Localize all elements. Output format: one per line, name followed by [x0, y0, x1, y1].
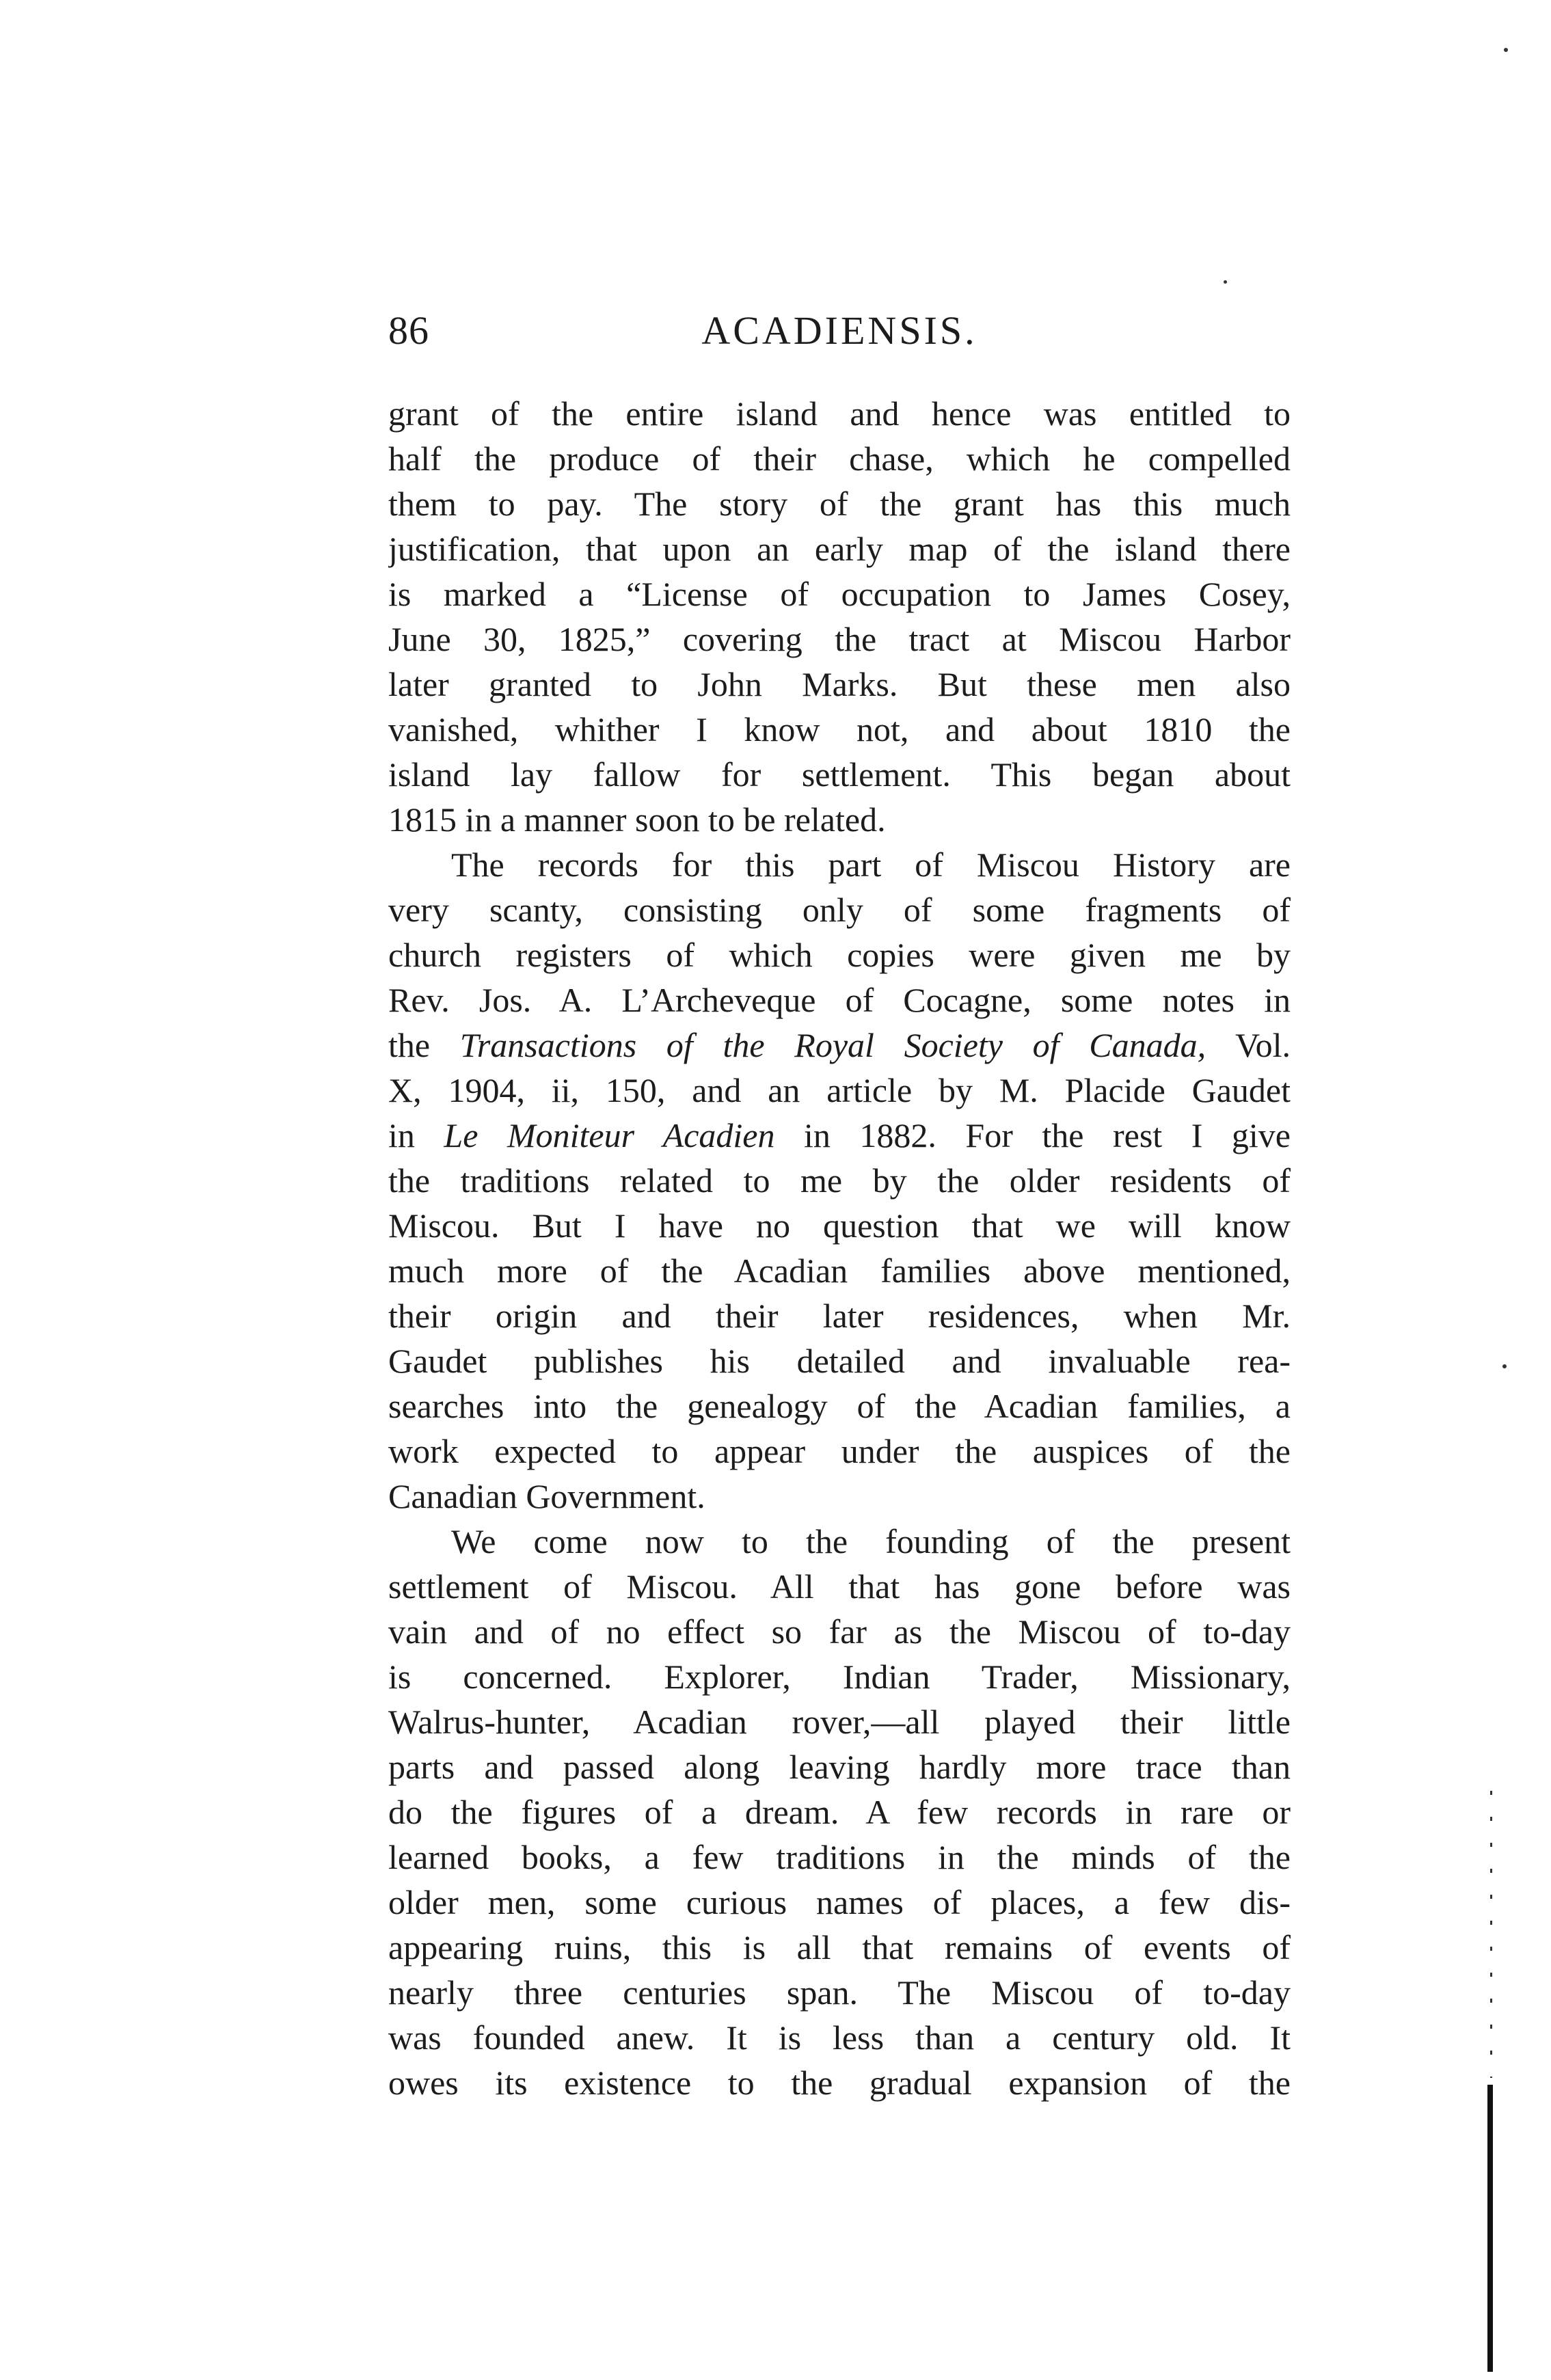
text-line: the traditions related to me by the older residents of — [388, 1161, 1291, 1200]
scan-edge-tick — [1502, 1364, 1507, 1368]
running-head — [388, 308, 1291, 362]
paragraph-first-line: The records for this part of Miscou History are — [451, 846, 1291, 884]
text-line: is concerned. Explorer, Indian Trader, Missionary, — [388, 1658, 1291, 1696]
text-line: X, 1904, ii, 150, and an article by M. Placide Gaudet — [388, 1071, 1291, 1109]
text-line: settlement of Miscou. All that has gone before was — [388, 1567, 1291, 1606]
body-text — [388, 391, 1291, 2105]
text-line: vain and of no effect so far as the Miscou of to-day — [388, 1612, 1291, 1651]
running-title: ACADIENSIS. — [701, 308, 977, 353]
line-text: Vol. — [1206, 1026, 1291, 1064]
text-line: Rev. Jos. A. L’Archeveque of Cocagne, some notes in — [388, 981, 1291, 1019]
scan-edge-marks — [1490, 1791, 1492, 2078]
text-line: Miscou. But I have no question that we will know — [388, 1206, 1291, 1245]
text-line: them to pay. The story of the grant has this much — [388, 485, 1291, 523]
text-line: learned books, a few traditions in the minds of the — [388, 1838, 1291, 1876]
text-line: older men, some curious names of places, a few dis- — [388, 1883, 1291, 1921]
scan-edge-bar — [1487, 2085, 1493, 2372]
text-line: work expected to appear under the auspices of the — [388, 1432, 1291, 1470]
text-line: Canadian Government. — [388, 1477, 705, 1515]
italic-title: Le Moniteur Acadien — [444, 1116, 775, 1154]
text-line-with-italic-title — [388, 1023, 1291, 1068]
paragraph-first-line: We come now to the founding of the present — [451, 1522, 1291, 1560]
line-text: in 1882. For the rest I give — [774, 1116, 1291, 1154]
text-line: appearing ruins, this is all that remains of events of — [388, 1928, 1291, 1966]
text-line: Gaudet publishes his detailed and invaluable rea- — [388, 1342, 1291, 1380]
text-line: parts and passed along leaving hardly more trace than — [388, 1748, 1291, 1786]
text-line: Walrus-hunter, Acadian rover,—all played their little — [388, 1703, 1291, 1741]
text-line: much more of the Acadian families above mentioned, — [388, 1252, 1291, 1290]
text-line: church registers of which copies were given me by — [388, 936, 1291, 974]
text-line: grant of the entire island and hence was entitled to — [388, 394, 1291, 433]
text-line: nearly three centuries span. The Miscou of to-day — [388, 1973, 1291, 2012]
text-line: half the produce of their chase, which he compelled — [388, 440, 1291, 478]
text-line: vanished, whither I know not, and about 1810 the — [388, 710, 1291, 748]
text-line: do the figures of a dream. A few records in rare or — [388, 1793, 1291, 1831]
text-line: their origin and their later residences, when Mr. — [388, 1297, 1291, 1335]
text-line: searches into the genealogy of the Acadian families, a — [388, 1387, 1291, 1425]
text-line: justification, that upon an early map of the island there — [388, 530, 1291, 568]
text-line: June 30, 1825,” covering the tract at Miscou Harbor — [388, 620, 1291, 658]
text-line: owes its existence to the gradual expansion of the — [388, 2064, 1291, 2102]
line-text: the — [388, 1026, 460, 1064]
italic-title: Transactions of the Royal Society of Canada, — [459, 1026, 1206, 1064]
text-line: later granted to John Marks. But these men also — [388, 665, 1291, 703]
text-line: is marked a “License of occupation to James Cosey, — [388, 575, 1291, 613]
text-line: was founded anew. It is less than a century old. It — [388, 2018, 1291, 2057]
scan-edge-tick — [1504, 48, 1508, 52]
page-number: 86 — [388, 308, 429, 353]
line-text: in — [388, 1116, 444, 1154]
scan-speck — [1224, 280, 1227, 284]
text-line-with-italic-title — [388, 1113, 1291, 1158]
text-line: island lay fallow for settlement. This began about — [388, 755, 1291, 794]
text-line: very scanty, consisting only of some fragments of — [388, 891, 1291, 929]
text-line: 1815 in a manner soon to be related. — [388, 800, 886, 839]
